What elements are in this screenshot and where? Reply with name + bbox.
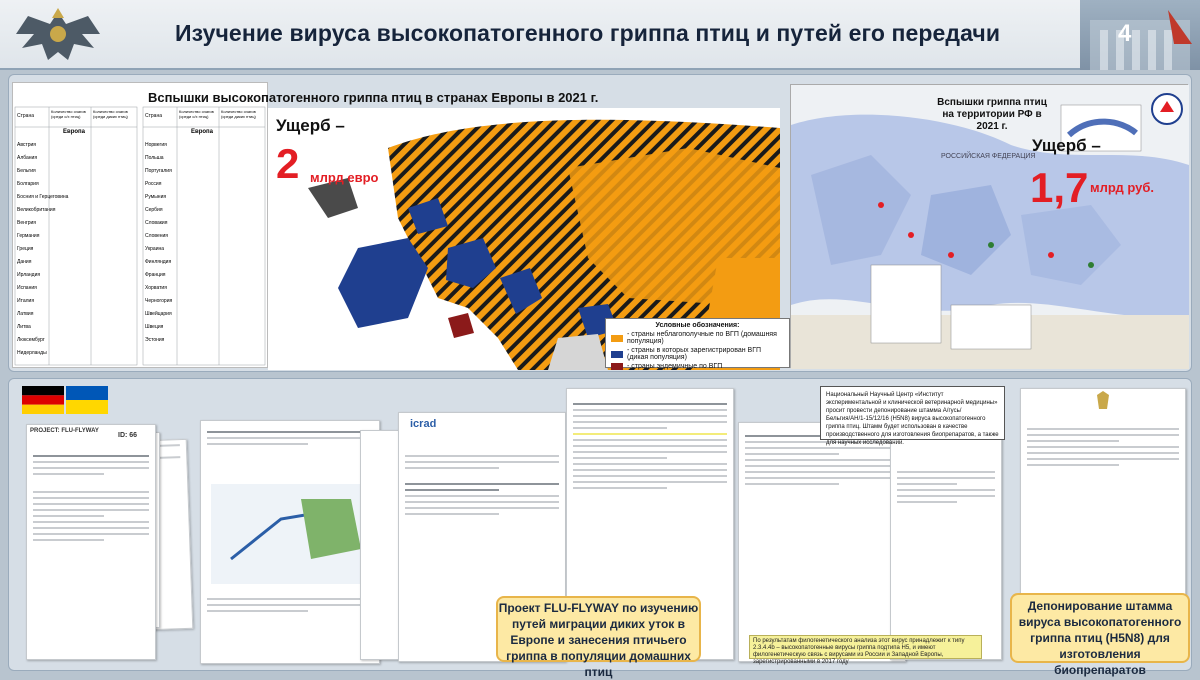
germany-flag-icon bbox=[22, 386, 64, 414]
table-row-country: Хорватия bbox=[145, 285, 167, 291]
legend-item-endemic bbox=[611, 363, 784, 370]
legend-label: - страны в которых зарегистрирован ВГП (дикая популяция) bbox=[627, 347, 762, 361]
phylogenetic-analysis-document bbox=[738, 422, 906, 662]
legend-label: - страны неблагополучные по ВГП (домашняя популяция) bbox=[627, 331, 777, 345]
table-row-country: Польша bbox=[145, 155, 164, 161]
europe-damage-unit: млрд евро bbox=[310, 170, 379, 185]
flyway-document-id: ID: 66 bbox=[118, 432, 138, 439]
table-row-country: Италия bbox=[17, 298, 35, 304]
outbreaks-table-document bbox=[12, 82, 268, 368]
legend-swatch bbox=[611, 335, 623, 342]
table-row-country: Великобритания bbox=[17, 207, 56, 213]
russia-damage-label: Ущерб – bbox=[1032, 136, 1101, 155]
russia-map-label: РОССИЙСКАЯ ФЕДЕРАЦИЯ bbox=[941, 153, 1036, 160]
legend-item-domestic bbox=[611, 331, 784, 345]
table-region-label-right: Европа bbox=[191, 129, 213, 135]
table-row-country: Сербия bbox=[145, 207, 163, 213]
table-row-country: Литва bbox=[17, 324, 31, 330]
table-row-country: Ирландия bbox=[17, 272, 41, 278]
table-region-label: Европа bbox=[63, 129, 85, 135]
table-row-country: Босния и Герцеговина bbox=[17, 194, 69, 200]
table-row-country: Венгрия bbox=[17, 220, 36, 226]
russia-damage-unit: млрд руб. bbox=[1090, 180, 1154, 195]
rosselkhoznadzor-logo-icon bbox=[1150, 92, 1184, 126]
table-header-domestic: Количество очагов (среди с/х птиц) bbox=[51, 109, 86, 119]
deposit-request-excerpt bbox=[820, 386, 1005, 446]
europe-damage-label: Ущерб – bbox=[276, 116, 345, 135]
map-legend bbox=[605, 318, 790, 368]
table-row-country: Албания bbox=[17, 155, 38, 161]
flyway-project-document bbox=[26, 424, 156, 660]
ministry-eagle-emblem-icon bbox=[8, 4, 108, 66]
russia-map-title: Вспышки гриппа птиц на территории РФ в 2021 г. bbox=[937, 97, 1047, 132]
table-row-country: Португалия bbox=[145, 168, 172, 174]
table-row-country: Норвегия bbox=[145, 142, 167, 148]
europe-damage-value: 2 bbox=[276, 140, 300, 187]
table-row-country: Словакия bbox=[145, 220, 168, 226]
europe-map-title: Вспышки высокопатогенного гриппа птиц в странах Европы в 2021 г. bbox=[148, 90, 599, 105]
table-row-country: Франция bbox=[145, 272, 166, 278]
table-row-country: Болгария bbox=[17, 181, 39, 187]
ukraine-flag-icon bbox=[66, 386, 108, 414]
document-stack-sheet bbox=[360, 430, 400, 660]
table-row-country: Финляндия bbox=[145, 259, 172, 265]
legend-swatch bbox=[611, 351, 623, 358]
table-row-country: Нидерланды bbox=[17, 350, 47, 356]
table-header-country-right: Страна bbox=[145, 113, 163, 119]
table-header-country: Страна bbox=[17, 113, 35, 119]
table-row-country: Бельгия bbox=[17, 168, 36, 174]
legend-swatch bbox=[611, 363, 623, 370]
table-row-country: Словения bbox=[145, 233, 169, 239]
table-row-country: Румыния bbox=[145, 194, 167, 200]
table-row-country: Австрия bbox=[17, 142, 37, 148]
table-row-country: Россия bbox=[145, 181, 162, 187]
table-header-wild-right: Количество очагов (среди диких птиц) bbox=[221, 109, 256, 119]
table-rows-left bbox=[17, 139, 69, 360]
legend-item-wild bbox=[611, 347, 784, 361]
legend-label: - страны эндемичные по ВГП bbox=[627, 363, 723, 370]
table-row-country: Украина bbox=[145, 246, 165, 252]
phylogenetic-highlight-excerpt: По результатам филогенетического анализа этот вирус принадлежит к типу 2.3.4.4b – высокопатогенные вирусы гриппа подтипа H5, и имеют филогенетическую связь с вирусами из России и Западной Европы, зарегистрированными в 2017 году bbox=[749, 635, 982, 659]
strain-deposit-callout: Депонирование штамма вируса высокопатогенного гриппа птиц (H5N8) для изготовления биопрепаратов bbox=[1010, 593, 1190, 663]
flyway-project-callout: Проект FLU-FLYWAY по изучению путей миграции диких уток в Европе и занесения птичьего гриппа в популяции домашних птиц bbox=[496, 596, 701, 662]
ukraine-ministry-letter-document bbox=[1020, 388, 1186, 598]
flyway-document-title: PROJECT: FLU-FLYWAY bbox=[30, 428, 99, 434]
table-rows-right bbox=[145, 139, 177, 347]
table-row-country: Латвия bbox=[17, 311, 34, 317]
page-number: 4 bbox=[1118, 20, 1132, 47]
deposit-request-document bbox=[890, 430, 1002, 660]
excerpt-text: Национальный Научный Центр «Институт экспериментальной и клинической ветеринарной медицины» просит провести депонирование штамма A/гусь/Бельгия/AH/1-15/12/16 (H5N8) вируса высокопатогенного гриппа птиц. Штамм будет использован в качестве производственного для изготовления биопрепаратов, а также для научных исследований. bbox=[826, 392, 999, 446]
header-building-image bbox=[1080, 0, 1200, 70]
table-row-country: Испания bbox=[17, 285, 37, 291]
header-bar bbox=[0, 0, 1200, 70]
table-row-country: Эстония bbox=[145, 337, 165, 343]
legend-title: Условные обозначения: bbox=[655, 322, 740, 329]
table-row-country: Дания bbox=[17, 259, 32, 265]
table-row-country: Германия bbox=[17, 233, 40, 239]
table-header-domestic-right: Количество очагов (среди с/х птиц) bbox=[179, 109, 214, 119]
migration-map-document bbox=[200, 420, 380, 664]
table-header-wild: Количество очагов (среди диких птиц) bbox=[93, 109, 128, 119]
table-row-country: Швеция bbox=[145, 324, 164, 330]
page-title: Изучение вируса высокопатогенного гриппа птиц и путей его передачи bbox=[175, 20, 1001, 46]
table-row-country: Швейцария bbox=[145, 311, 172, 317]
russia-damage-value: 1,7 bbox=[1030, 164, 1089, 211]
table-row-country: Греция bbox=[17, 246, 34, 252]
table-row-country: Черногория bbox=[145, 298, 173, 304]
icrad-logo: icrad bbox=[410, 418, 437, 430]
table-row-country: Люксембург bbox=[17, 337, 45, 343]
